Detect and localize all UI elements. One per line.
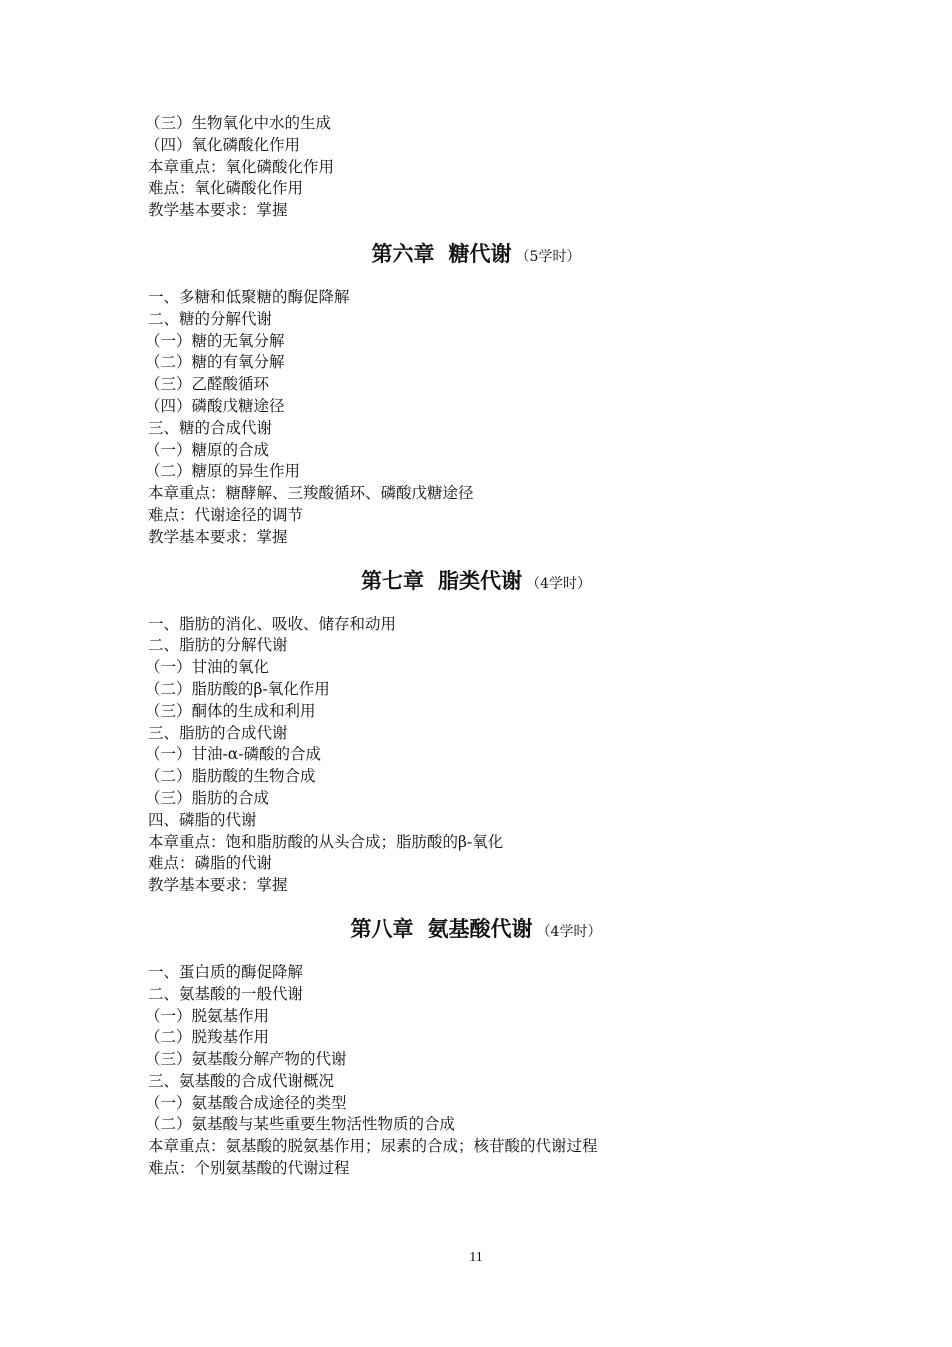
chapter-heading: [148, 566, 804, 596]
outline-item: （二）脱羧基作用: [145, 1028, 270, 1047]
outline-item: 三、脂肪的合成代谢: [148, 723, 288, 742]
outline-item: （一）糖原的合成: [145, 440, 270, 459]
outline-item: （一）脱氨基作用: [145, 1006, 270, 1025]
intro-section: [145, 113, 808, 222]
chapter-heading: [148, 239, 804, 269]
requirements: 教学基本要求：掌握: [148, 201, 288, 220]
outline-item: 一、蛋白质的酶促降解: [148, 962, 304, 981]
page-number: 11: [469, 1250, 483, 1265]
chapter-number: 第七章: [361, 568, 425, 593]
requirements: 教学基本要求：掌握: [148, 876, 288, 895]
outline-item: 二、氨基酸的一般代谢: [148, 984, 304, 1003]
key-points: 本章重点：氨基酸的脱氨基作用；尿素的合成；核苷酸的代谢过程: [148, 1137, 598, 1156]
key-points: 本章重点：饱和脂肪酸的从头合成；脂肪酸的β-氧化: [148, 832, 504, 851]
outline-item: （三）脂肪的合成: [145, 788, 270, 807]
outline-item: （一）甘油的氧化: [145, 658, 270, 677]
outline-item: 二、糖的分解代谢: [148, 309, 273, 328]
chapter-hours: （5学时）: [515, 248, 581, 265]
chapter-title: 氨基酸代谢: [427, 916, 533, 941]
outline-item: （二）脂肪酸的β-氧化作用: [145, 679, 330, 698]
outline-item: （一）氨基酸合成途径的类型: [145, 1093, 347, 1112]
outline-item: （三）生物氧化中水的生成: [145, 114, 332, 132]
document-content: [145, 113, 808, 1180]
difficulties: 难点：氧化磷酸化作用: [148, 179, 304, 198]
outline-item: （四）磷酸戊糖途径: [145, 396, 285, 415]
chapter-title: 脂类代谢: [438, 568, 523, 593]
outline-item: （四）氧化磷酸化作用: [145, 135, 301, 154]
outline-item: （一）糖的无氧分解: [145, 331, 285, 350]
key-points: 本章重点：氧化磷酸化作用: [148, 157, 335, 176]
chapter-hours: （4学时）: [526, 575, 591, 592]
outline-item: 一、多糖和低聚糖的酶促降解: [148, 287, 350, 306]
outline-item: （二）脂肪酸的生物合成: [145, 767, 316, 786]
difficulties: 难点：磷脂的代谢: [148, 854, 273, 873]
chapter-heading: [148, 914, 804, 944]
outline-item: （三）酮体的生成和利用: [145, 701, 316, 720]
chapter-7: [145, 566, 808, 897]
outline-item: （三）乙醛酸循环: [145, 375, 270, 394]
difficulties: 难点：个别氨基酸的代谢过程: [148, 1159, 350, 1178]
outline-item: 一、脂肪的消化、吸收、储存和动用: [148, 614, 397, 633]
outline-item: 三、氨基酸的合成代谢概况: [148, 1071, 335, 1090]
outline-item: （二）糖原的异生作用: [145, 462, 301, 481]
chapter-number: 第六章: [371, 241, 435, 266]
key-points: 本章重点：糖酵解、三羧酸循环、磷酸戊糖途径: [148, 484, 474, 503]
chapter-6: [145, 239, 808, 549]
outline-item: 三、糖的合成代谢: [148, 418, 273, 437]
chapter-number: 第八章: [350, 916, 414, 941]
chapter-title: 糖代谢: [448, 241, 512, 266]
chapter-hours: （4学时）: [536, 923, 602, 940]
outline-item: （三）氨基酸分解产物的代谢: [145, 1050, 347, 1069]
outline-item: （二）氨基酸与某些重要生物活性物质的合成: [145, 1115, 456, 1134]
difficulties: 难点：代谢途径的调节: [148, 505, 304, 524]
outline-item: 四、磷脂的代谢: [148, 810, 257, 829]
outline-item: （一）甘油-α-磷酸的合成: [145, 745, 321, 764]
outline-item: 二、脂肪的分解代谢: [148, 636, 288, 655]
requirements: 教学基本要求：掌握: [148, 527, 288, 546]
chapter-8: [145, 914, 808, 1180]
outline-item: （二）糖的有氧分解: [145, 353, 285, 372]
